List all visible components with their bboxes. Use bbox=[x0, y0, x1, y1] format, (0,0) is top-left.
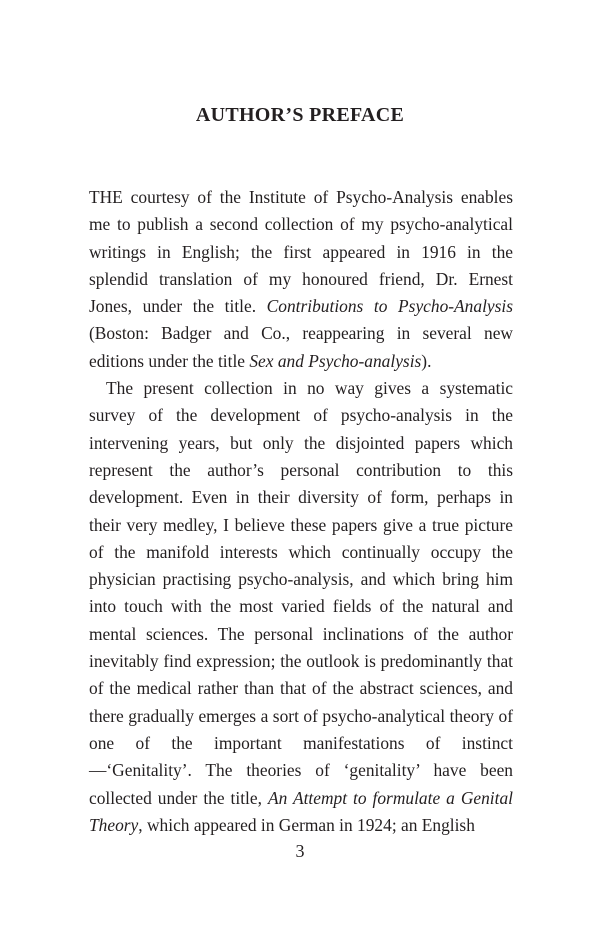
paragraph-1-italic-title-a: Contributions to Psycho-Analysis bbox=[266, 296, 513, 317]
page-number: 3 bbox=[295, 841, 305, 861]
paragraph-2 bbox=[89, 375, 513, 839]
paragraph-2-text-a: The present collection in no way gives a systematic survey of the development of psycho-analysis in the intervening years, but only the disjointed papers which represent the author’s personal contribution to this development. Even in their diversity of form, perhaps in their very medley, I believe these papers give a true picture of the manifold interests which continually occupy the physician practising psycho-analysis, and which bring him into touch with the most varied fields of the natural and mental sciences. The personal inclinations of the author inevitably find expression; the outlook is predominantly that of the medical rather than that of the abstract sciences, and there gradually emerges a sort of psycho-analytical theory of one of the important manifestations of instinct—‘Genitality’. The theories of ‘genitality’ have been collected under the title, bbox=[89, 378, 513, 808]
body-text bbox=[89, 184, 513, 839]
paragraph-2-text-b: , which appeared in German in 1924; an English bbox=[138, 814, 475, 835]
paragraph-2-italic-title: An Attempt to formulate a Genital Theory bbox=[89, 787, 513, 835]
paragraph-1-text-c: ). bbox=[421, 350, 432, 371]
paragraph-1 bbox=[89, 184, 513, 375]
page-title: AUTHOR’S PREFACE bbox=[195, 104, 405, 126]
paragraph-1-text-a: THE courtesy of the Institute of Psycho-Analysis enables me to publish a second collection of my psycho-analytical writings in English; the first appeared in 1916 in the splendid translation of my honoured friend, Dr. Ernest Jones, under the title. bbox=[89, 187, 513, 317]
paragraph-1-italic-title-b: Sex and Psycho-analysis bbox=[249, 350, 422, 371]
paragraph-1-text-b: (Boston: Badger and Co., reappearing in several new editions under the title bbox=[89, 323, 513, 371]
